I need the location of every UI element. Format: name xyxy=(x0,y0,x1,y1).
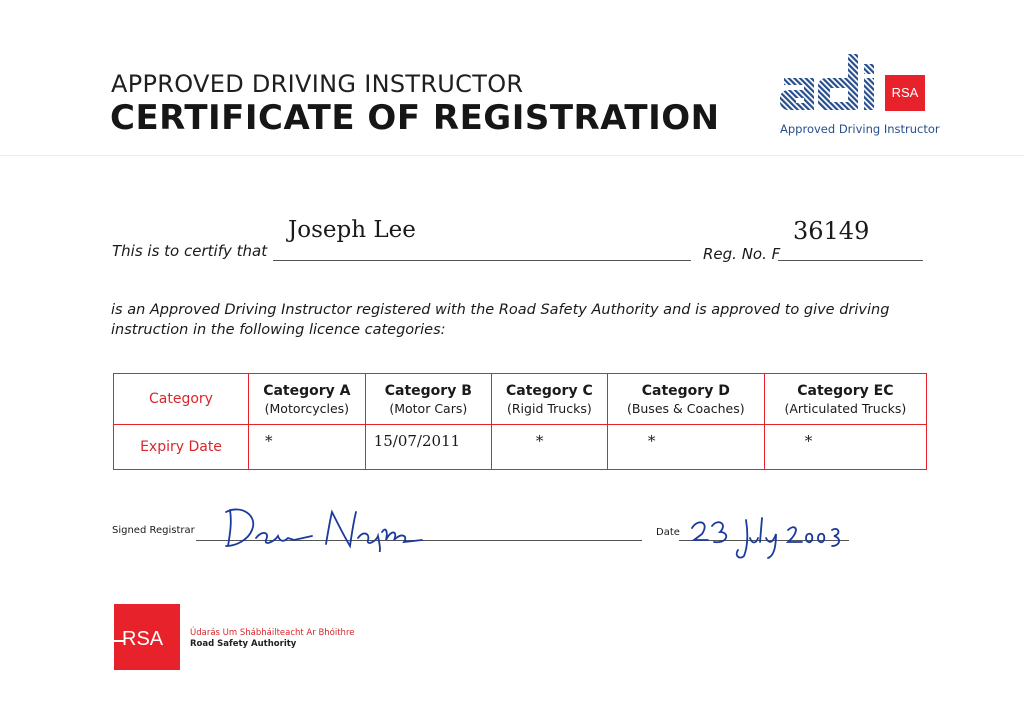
category-c-cell xyxy=(491,374,607,425)
category-c-expiry: * xyxy=(491,425,607,470)
adi-logo-icon xyxy=(778,52,878,114)
reg-number-underline xyxy=(778,260,923,261)
licence-category-table xyxy=(113,373,927,470)
name-underline xyxy=(273,260,691,261)
rsa-badge-small: RSA xyxy=(885,75,925,111)
category-b-title: Category B xyxy=(384,382,472,399)
handwritten-date-icon xyxy=(688,512,848,562)
category-d-sub: (Buses & Coaches) xyxy=(626,400,745,416)
category-ec-title: Category EC xyxy=(797,382,894,399)
certificate-subtitle: APPROVED DRIVING INSTRUCTOR xyxy=(111,70,524,98)
holder-name: Joseph Lee xyxy=(288,217,416,243)
category-a-sub: (Motorcycles) xyxy=(264,400,350,416)
rsa-english-name: Road Safety Authority xyxy=(190,639,297,649)
category-d-title: Category D xyxy=(641,382,730,399)
category-a-cell xyxy=(249,374,366,425)
category-a-title: Category A xyxy=(263,382,351,399)
expiry-row-label: Expiry Date xyxy=(114,425,249,470)
category-c-sub: (Rigid Trucks) xyxy=(507,400,592,416)
category-row-label: Category xyxy=(114,374,249,425)
category-b-sub: (Motor Cars) xyxy=(389,400,468,416)
adi-logo-caption: Approved Driving Instructor xyxy=(780,122,940,136)
reg-number-label: Reg. No. F xyxy=(703,245,781,263)
category-a-expiry: * xyxy=(249,425,366,470)
registrar-signature-icon xyxy=(222,502,432,552)
reg-number-value: 36149 xyxy=(793,217,870,245)
date-label: Date xyxy=(656,527,680,538)
rsa-irish-name: Údarás Um Shábháilteacht Ar Bhóithre xyxy=(190,628,355,638)
certificate-title: CERTIFICATE OF REGISTRATION xyxy=(110,98,720,138)
category-ec-cell xyxy=(764,374,926,425)
category-ec-sub: (Articulated Trucks) xyxy=(784,400,907,416)
expiry-row xyxy=(114,425,927,470)
signed-registrar-label: Signed Registrar xyxy=(112,525,195,536)
category-c-title: Category C xyxy=(506,382,593,399)
category-header-row xyxy=(114,374,927,425)
category-d-expiry: * xyxy=(607,425,764,470)
approval-statement: is an Approved Driving Instructor registered with the Road Safety Authority and is approved to give driving instruction in the following licence categories: xyxy=(111,302,890,338)
category-b-cell xyxy=(365,374,491,425)
rsa-logo-text: RSA xyxy=(122,628,164,650)
rsa-logo xyxy=(114,604,180,670)
category-ec-expiry: * xyxy=(764,425,926,470)
header-divider xyxy=(0,155,1024,156)
category-b-expiry: 15/07/2011 xyxy=(365,425,491,470)
category-d-cell xyxy=(607,374,764,425)
certify-label: This is to certify that xyxy=(112,242,268,260)
